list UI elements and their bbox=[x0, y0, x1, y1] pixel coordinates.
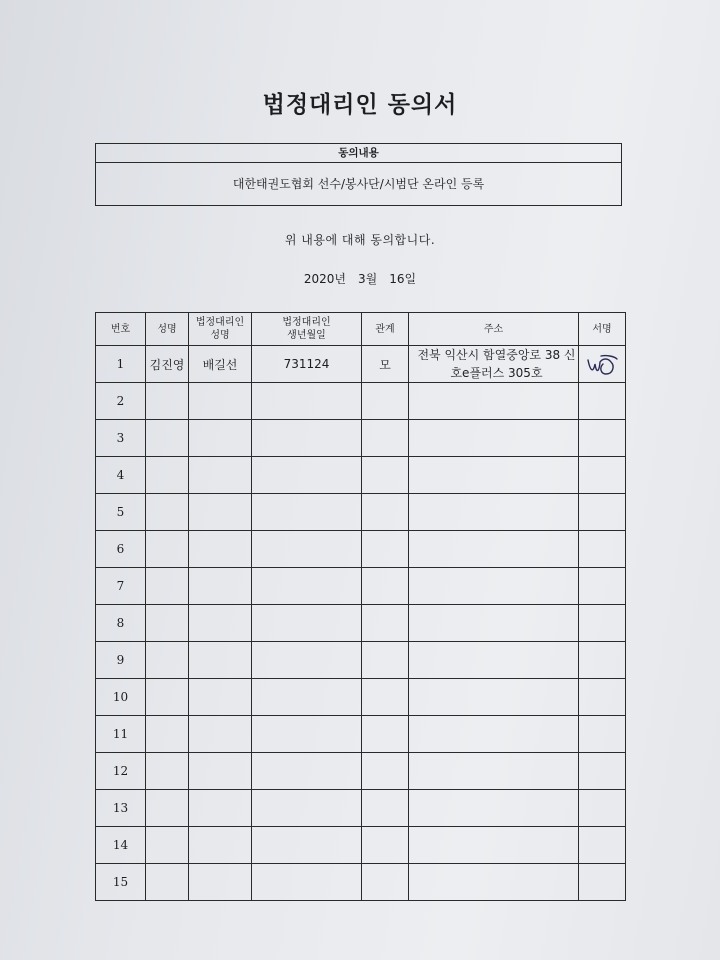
row-guardian-birth bbox=[252, 605, 362, 642]
row-address bbox=[409, 679, 579, 716]
table-row bbox=[96, 864, 626, 901]
row-guardian-name bbox=[189, 716, 252, 753]
row-relation bbox=[362, 568, 409, 605]
header-name: 성명 bbox=[146, 313, 189, 346]
row-name bbox=[146, 642, 189, 679]
row-number: 7 bbox=[96, 568, 146, 605]
row-guardian-name bbox=[189, 494, 252, 531]
header-guardian-name: 법정대리인 성명 bbox=[189, 313, 252, 346]
row-number: 9 bbox=[96, 642, 146, 679]
row-signature bbox=[579, 383, 626, 420]
row-guardian-birth bbox=[252, 790, 362, 827]
row-guardian-birth bbox=[252, 716, 362, 753]
table-row bbox=[96, 716, 626, 753]
row-signature bbox=[579, 642, 626, 679]
row-signature bbox=[579, 827, 626, 864]
row-address bbox=[409, 642, 579, 679]
row-relation bbox=[362, 753, 409, 790]
row-relation bbox=[362, 531, 409, 568]
date-day: 16일 bbox=[389, 272, 417, 286]
row-name bbox=[146, 790, 189, 827]
row-signature bbox=[579, 531, 626, 568]
table-body bbox=[96, 346, 626, 901]
table-row bbox=[96, 605, 626, 642]
row-address bbox=[409, 864, 579, 901]
row-relation bbox=[362, 420, 409, 457]
row-relation bbox=[362, 716, 409, 753]
table-row bbox=[96, 531, 626, 568]
consent-box-header: 동의내용 bbox=[96, 144, 621, 163]
row-signature bbox=[579, 346, 626, 383]
row-relation bbox=[362, 827, 409, 864]
document-title: 법정대리인 동의서 bbox=[262, 92, 458, 118]
row-guardian-birth bbox=[252, 679, 362, 716]
table-row bbox=[96, 790, 626, 827]
row-address bbox=[409, 383, 579, 420]
row-name bbox=[146, 494, 189, 531]
row-guardian-birth: 731124 bbox=[252, 346, 362, 383]
table-row bbox=[96, 679, 626, 716]
table-row bbox=[96, 753, 626, 790]
row-address bbox=[409, 568, 579, 605]
row-signature bbox=[579, 716, 626, 753]
row-address bbox=[409, 716, 579, 753]
header-guardian-birth: 법정대리인 생년월일 bbox=[252, 313, 362, 346]
row-address bbox=[409, 753, 579, 790]
row-relation bbox=[362, 679, 409, 716]
row-guardian-birth bbox=[252, 753, 362, 790]
row-guardian-birth bbox=[252, 457, 362, 494]
row-number: 6 bbox=[96, 531, 146, 568]
header-signature: 서명 bbox=[579, 313, 626, 346]
row-relation bbox=[362, 457, 409, 494]
table-row bbox=[96, 383, 626, 420]
row-number: 15 bbox=[96, 864, 146, 901]
table-row bbox=[96, 346, 626, 383]
table-row bbox=[96, 642, 626, 679]
row-guardian-name bbox=[189, 864, 252, 901]
row-guardian-birth bbox=[252, 383, 362, 420]
row-name: 김진영 bbox=[146, 346, 189, 383]
row-number: 1 bbox=[96, 346, 146, 383]
row-guardian-name bbox=[189, 568, 252, 605]
row-guardian-birth bbox=[252, 494, 362, 531]
row-relation bbox=[362, 864, 409, 901]
row-guardian-name bbox=[189, 605, 252, 642]
row-name bbox=[146, 827, 189, 864]
table-row bbox=[96, 420, 626, 457]
row-name bbox=[146, 605, 189, 642]
row-number: 4 bbox=[96, 457, 146, 494]
row-number: 12 bbox=[96, 753, 146, 790]
row-name bbox=[146, 420, 189, 457]
row-name bbox=[146, 679, 189, 716]
row-number: 3 bbox=[96, 420, 146, 457]
row-name bbox=[146, 753, 189, 790]
row-signature bbox=[579, 420, 626, 457]
table-row bbox=[96, 494, 626, 531]
row-guardian-name: 배길선 bbox=[189, 346, 252, 383]
row-guardian-name bbox=[189, 642, 252, 679]
row-guardian-name bbox=[189, 679, 252, 716]
consent-content-box bbox=[95, 143, 622, 206]
row-name bbox=[146, 864, 189, 901]
handwritten-signature bbox=[584, 350, 620, 378]
header-no: 번호 bbox=[96, 313, 146, 346]
row-signature bbox=[579, 494, 626, 531]
header-address: 주소 bbox=[409, 313, 579, 346]
row-signature bbox=[579, 864, 626, 901]
row-address: 전북 익산시 함열중앙로 38 신호e플러스 305호 bbox=[409, 346, 579, 383]
row-signature bbox=[579, 679, 626, 716]
row-relation: 모 bbox=[362, 346, 409, 383]
row-address bbox=[409, 457, 579, 494]
row-guardian-birth bbox=[252, 568, 362, 605]
row-address bbox=[409, 605, 579, 642]
row-guardian-birth bbox=[252, 420, 362, 457]
row-guardian-name bbox=[189, 790, 252, 827]
row-address bbox=[409, 420, 579, 457]
row-address bbox=[409, 531, 579, 568]
row-number: 10 bbox=[96, 679, 146, 716]
row-guardian-name bbox=[189, 753, 252, 790]
row-signature bbox=[579, 753, 626, 790]
row-guardian-birth bbox=[252, 642, 362, 679]
row-number: 14 bbox=[96, 827, 146, 864]
table-row bbox=[96, 827, 626, 864]
row-guardian-birth bbox=[252, 531, 362, 568]
header-relation: 관계 bbox=[362, 313, 409, 346]
row-name bbox=[146, 531, 189, 568]
row-name bbox=[146, 716, 189, 753]
row-name bbox=[146, 568, 189, 605]
row-guardian-birth bbox=[252, 864, 362, 901]
document-date bbox=[0, 270, 720, 287]
row-name bbox=[146, 383, 189, 420]
row-number: 8 bbox=[96, 605, 146, 642]
date-month: 3월 bbox=[358, 272, 378, 286]
row-guardian-birth bbox=[252, 827, 362, 864]
consent-box-content: 대한태권도협회 선수/봉사단/시범단 온라인 등록 bbox=[232, 177, 485, 191]
row-name bbox=[146, 457, 189, 494]
row-number: 13 bbox=[96, 790, 146, 827]
row-signature bbox=[579, 605, 626, 642]
agreement-statement: 위 내용에 대해 동의합니다. bbox=[284, 233, 436, 247]
row-signature bbox=[579, 568, 626, 605]
row-relation bbox=[362, 494, 409, 531]
date-year: 2020년 bbox=[303, 272, 347, 286]
row-address bbox=[409, 827, 579, 864]
row-signature bbox=[579, 790, 626, 827]
row-guardian-name bbox=[189, 827, 252, 864]
row-number: 11 bbox=[96, 716, 146, 753]
row-number: 2 bbox=[96, 383, 146, 420]
row-guardian-name bbox=[189, 457, 252, 494]
row-address bbox=[409, 790, 579, 827]
row-relation bbox=[362, 642, 409, 679]
table-header-row bbox=[96, 313, 626, 346]
row-number: 5 bbox=[96, 494, 146, 531]
row-signature bbox=[579, 457, 626, 494]
row-relation bbox=[362, 383, 409, 420]
table-row bbox=[96, 568, 626, 605]
row-guardian-name bbox=[189, 383, 252, 420]
table-row bbox=[96, 457, 626, 494]
row-address bbox=[409, 494, 579, 531]
guardian-roster-table bbox=[95, 312, 626, 901]
row-relation bbox=[362, 605, 409, 642]
row-relation bbox=[362, 790, 409, 827]
row-guardian-name bbox=[189, 420, 252, 457]
row-guardian-name bbox=[189, 531, 252, 568]
